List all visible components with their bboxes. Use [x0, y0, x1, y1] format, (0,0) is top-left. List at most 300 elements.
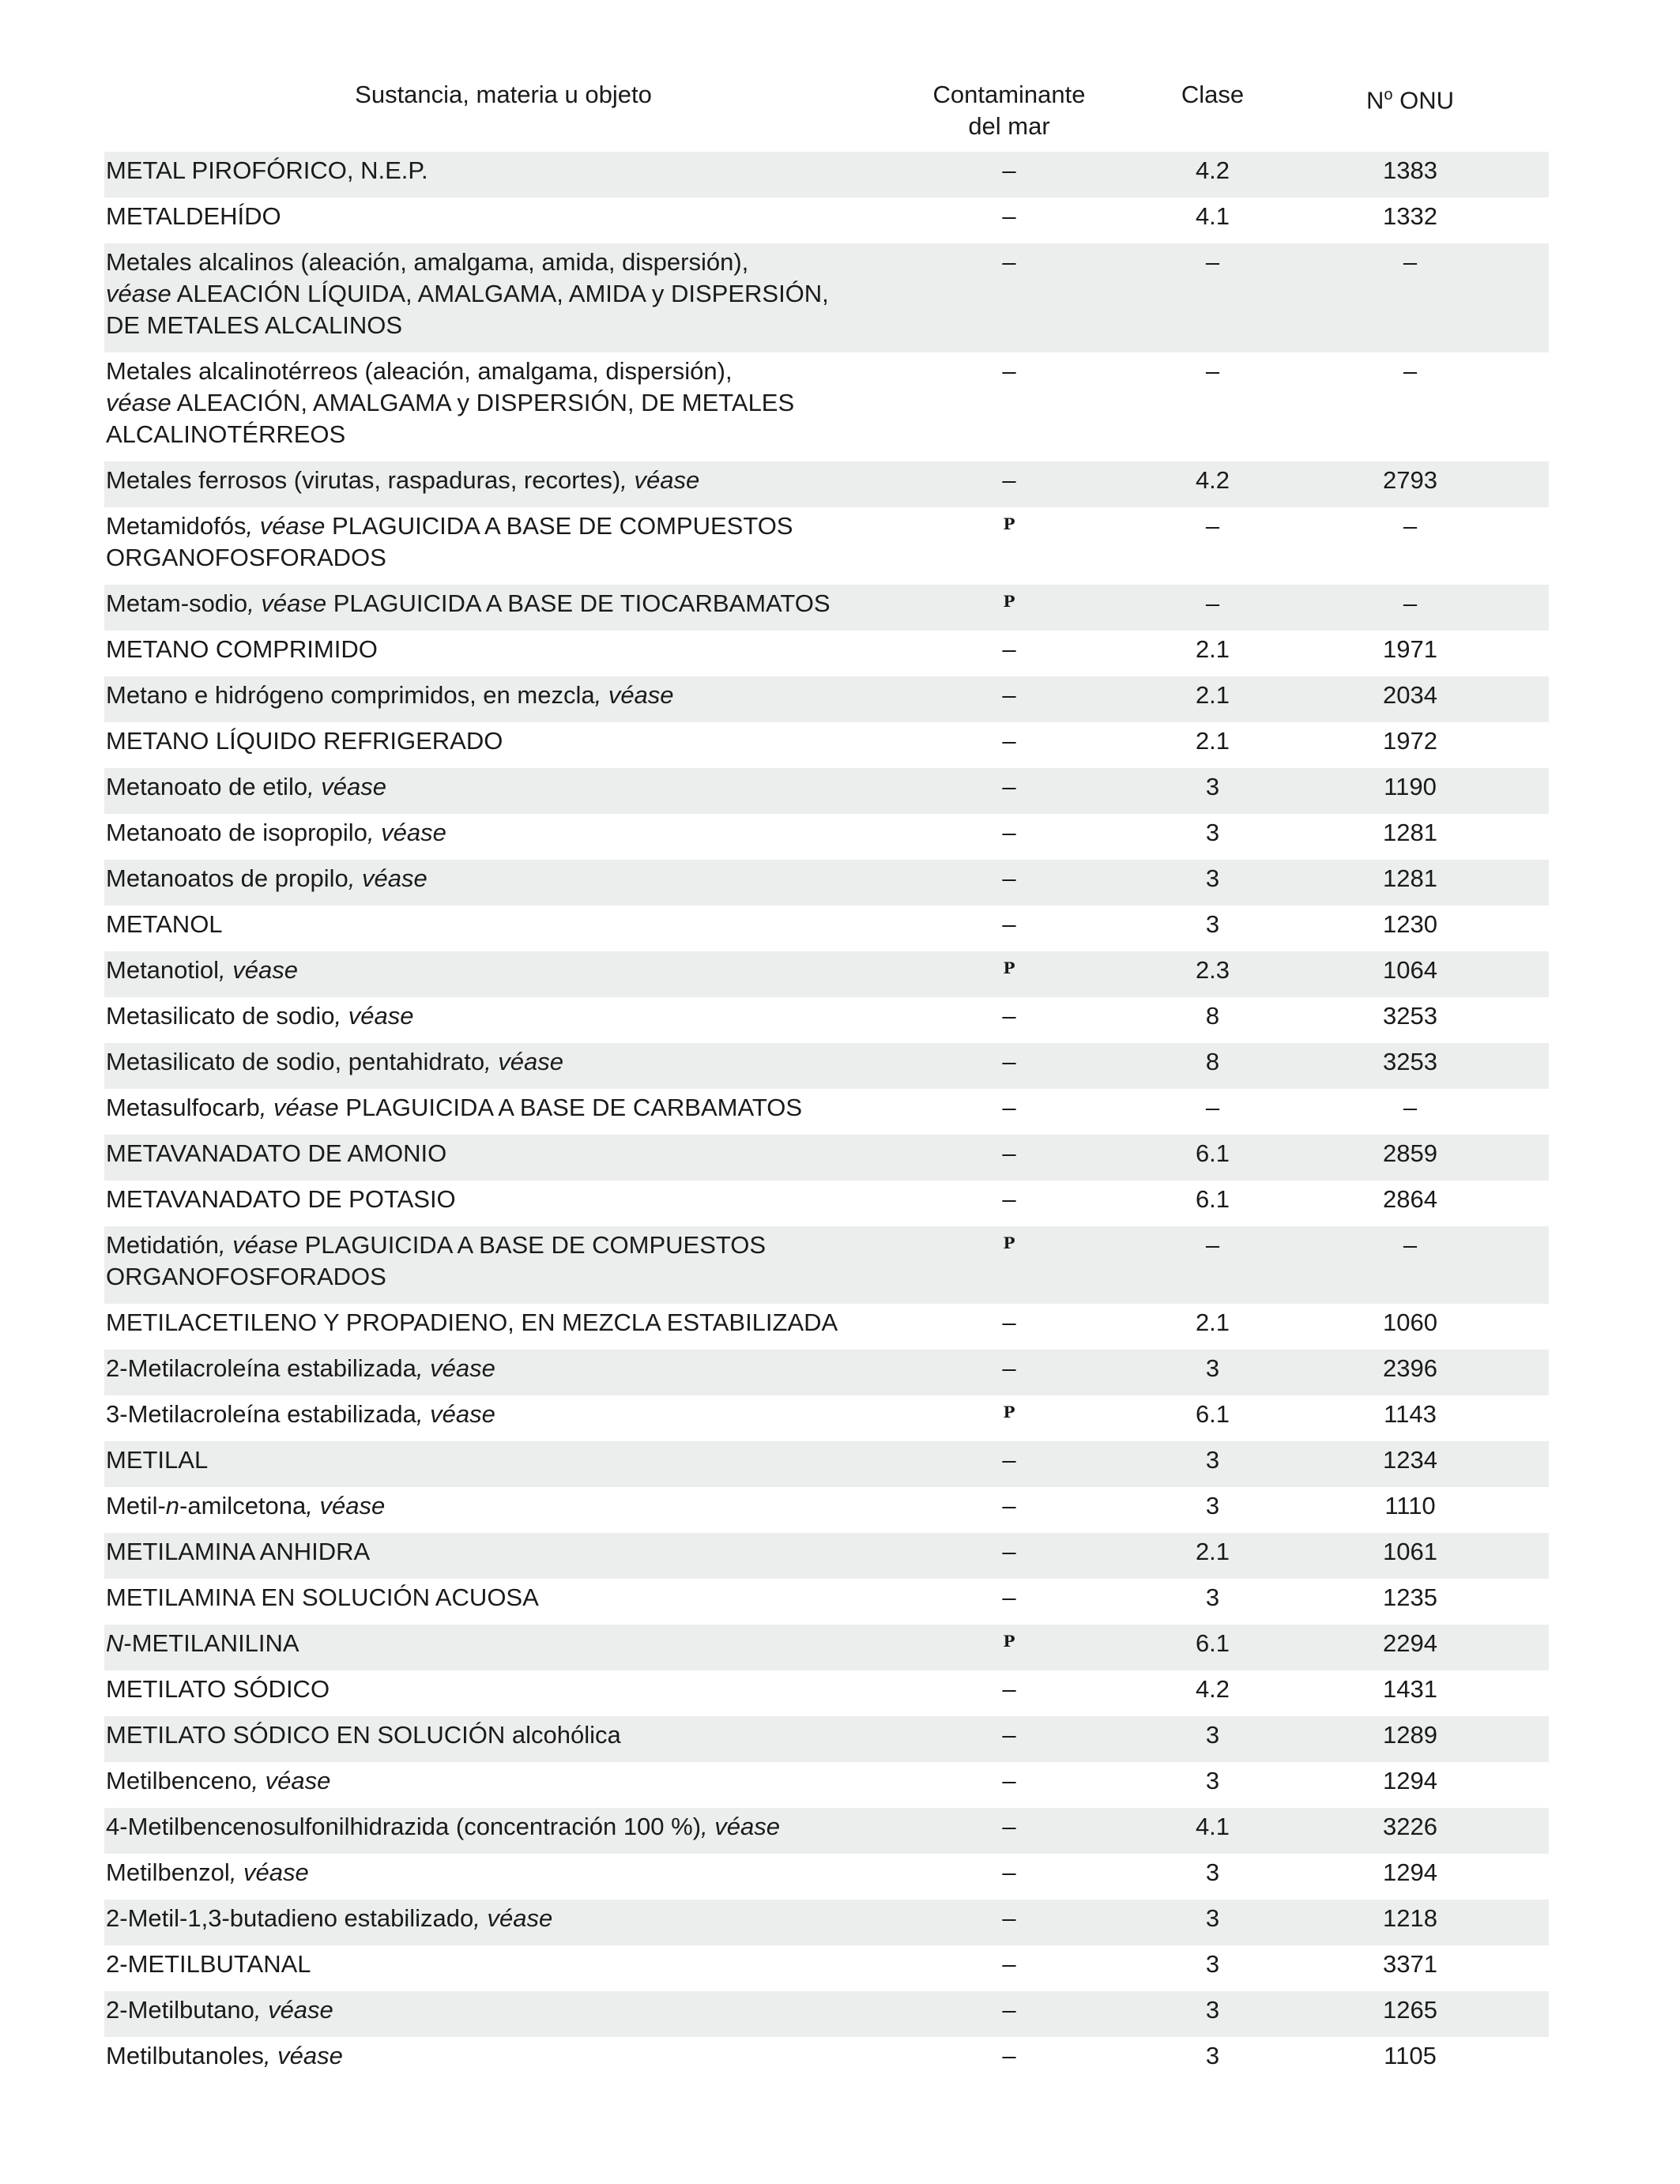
table-row [104, 2037, 1549, 2083]
substance-text: N [106, 1629, 124, 1657]
cell-substance [104, 634, 902, 665]
cell-class: 3 [1205, 910, 1220, 938]
cell-marine-pollutant [902, 1444, 1116, 1476]
cell-class: 2.1 [1195, 1538, 1230, 1565]
marine-pollutant-dash: – [1002, 1538, 1016, 1565]
cell-marine-pollutant [902, 201, 1116, 232]
table-row [104, 243, 1549, 352]
cell-un-number: 1332 [1383, 202, 1437, 230]
cell-class: 3 [1205, 1996, 1220, 2024]
cell-marine-pollutant [902, 155, 1116, 186]
marine-pollutant-mark: P [1003, 1632, 1015, 1651]
cell-substance [104, 1765, 902, 1797]
substance-text: METILAMINA ANHIDRA [106, 1538, 371, 1565]
cell-class: 3 [1205, 1446, 1220, 1474]
cell-substance [104, 1719, 902, 1751]
marine-pollutant-dash: – [1002, 1904, 1016, 1932]
substance-text: Metilbenzol [106, 1858, 230, 1886]
cell-un-number: 1972 [1383, 727, 1437, 755]
cell-substance [104, 1674, 902, 1705]
cell-substance [104, 1138, 902, 1169]
cell-class: 4.1 [1195, 1813, 1230, 1840]
marine-pollutant-dash: – [1002, 466, 1016, 494]
substance-text: véase [106, 389, 171, 416]
cell-marine-pollutant [902, 955, 1116, 988]
cell-marine-pollutant [902, 1046, 1116, 1078]
cell-marine-pollutant [902, 1229, 1116, 1263]
cell-marine-pollutant [902, 1857, 1116, 1888]
cell-substance [104, 1046, 902, 1078]
substance-text: , véase [254, 1996, 333, 2024]
table-row [104, 676, 1549, 722]
substance-text: ORGANOFOSFORADOS [106, 1263, 386, 1290]
cell-substance [104, 1994, 902, 2026]
substance-text: Metilbutanoles [106, 2042, 264, 2069]
cell-marine-pollutant [902, 465, 1116, 496]
marine-pollutant-dash: – [1002, 1354, 1016, 1382]
cell-substance [104, 817, 902, 849]
substance-text: Metales alcalinos (aleación, amalgama, amida, dispersión), [106, 248, 749, 276]
substance-text: METILAMINA EN SOLUCIÓN ACUOSA [106, 1583, 539, 1611]
cell-class: 2.1 [1195, 635, 1230, 663]
cell-marine-pollutant [902, 1674, 1116, 1705]
cell-un-number: 1110 [1384, 1492, 1436, 1519]
cell-class: 6.1 [1195, 1185, 1230, 1213]
cell-class: 4.2 [1195, 1675, 1230, 1703]
substance-text: ALEACIÓN LÍQUIDA, AMALGAMA, AMIDA y DISPERSIÓN, [171, 280, 829, 307]
cell-un-number: 1234 [1383, 1446, 1437, 1474]
substance-text: PLAGUICIDA A BASE DE TIOCARBAMATOS [326, 589, 831, 617]
substance-text: , véase [594, 681, 674, 709]
cell-substance [104, 1399, 902, 1430]
substance-text: Metasilicato de sodio [106, 1002, 335, 1030]
substance-text: DE METALES ALCALINOS [106, 311, 402, 339]
marine-pollutant-dash: – [1002, 1048, 1016, 1075]
substance-text: Metidatión [106, 1231, 220, 1259]
substance-text: 2-Metil-1,3-butadieno estabilizado [106, 1904, 474, 1932]
cell-un-number: – [1403, 512, 1418, 540]
substance-text: , véase [219, 956, 298, 984]
substance-text: METANOL [106, 910, 223, 938]
substance-text: n [165, 1492, 180, 1519]
substance-text: , véase [484, 1048, 564, 1075]
cell-class: 2.3 [1195, 956, 1230, 984]
cell-class: 6.1 [1195, 1629, 1230, 1657]
substance-text: Metasulfocarb [106, 1094, 260, 1121]
cell-un-number: – [1403, 248, 1418, 276]
substance-text: PLAGUICIDA A BASE DE COMPUESTOS [325, 512, 793, 540]
cell-class: – [1205, 1231, 1220, 1259]
cell-class: 3 [1205, 1950, 1220, 1978]
substance-text: METILAL [106, 1446, 209, 1474]
substance-text: Metil- [106, 1492, 166, 1519]
cell-un-number: – [1403, 1094, 1418, 1121]
cell-un-number: 1281 [1383, 864, 1437, 892]
marine-pollutant-mark: P [1003, 592, 1015, 611]
table-row [104, 860, 1549, 906]
cell-un-number: 2034 [1383, 681, 1437, 709]
table-row [104, 997, 1549, 1043]
marine-pollutant-dash: – [1002, 635, 1016, 663]
cell-un-number: 1143 [1384, 1400, 1437, 1428]
substance-text: PLAGUICIDA A BASE DE COMPUESTOS [297, 1231, 767, 1259]
marine-pollutant-dash: – [1002, 1446, 1016, 1474]
substance-text: , véase [348, 864, 428, 892]
table-row [104, 1945, 1549, 1991]
substance-text: , véase [701, 1813, 780, 1840]
cell-class: 2.1 [1195, 727, 1230, 755]
table-row [104, 1350, 1549, 1395]
cell-marine-pollutant [902, 2040, 1116, 2072]
cell-marine-pollutant [902, 1307, 1116, 1339]
marine-pollutant-dash: – [1002, 1492, 1016, 1519]
cell-class: 8 [1205, 1002, 1220, 1030]
cell-un-number: – [1403, 357, 1418, 385]
table-row [104, 768, 1549, 814]
cell-marine-pollutant [902, 1138, 1116, 1169]
table-row [104, 585, 1549, 631]
header-un-sup: o [1384, 86, 1393, 104]
table-row [104, 1089, 1549, 1135]
cell-marine-pollutant [902, 247, 1116, 278]
marine-pollutant-dash: – [1002, 1675, 1016, 1703]
substance-text: ORGANOFOSFORADOS [106, 544, 386, 571]
cell-substance [104, 201, 902, 232]
marine-pollutant-dash: – [1002, 2042, 1016, 2069]
cell-substance [104, 1628, 902, 1659]
cell-class: 3 [1205, 773, 1220, 800]
table-row [104, 722, 1549, 768]
cell-class: 3 [1205, 1904, 1220, 1932]
cell-un-number: 2859 [1383, 1139, 1437, 1167]
marine-pollutant-dash: – [1002, 248, 1016, 276]
cell-class: 4.2 [1195, 156, 1230, 184]
cell-marine-pollutant [902, 1490, 1116, 1522]
cell-class: 3 [1205, 1721, 1220, 1749]
cell-substance [104, 1092, 902, 1124]
substance-text: METAVANADATO DE AMONIO [106, 1139, 447, 1167]
header-marine-line1: Contaminante [932, 81, 1086, 108]
cell-class: 4.2 [1195, 466, 1230, 494]
cell-marine-pollutant [902, 1184, 1116, 1215]
cell-class: – [1205, 512, 1220, 540]
marine-pollutant-dash: – [1002, 1858, 1016, 1886]
marine-pollutant-dash: – [1002, 1767, 1016, 1794]
cell-substance [104, 1811, 902, 1843]
substance-text: METILATO SÓDICO EN SOLUCIÓN alcohólica [106, 1721, 621, 1749]
substance-text: 3-Metilacroleína estabilizada [106, 1400, 416, 1428]
substance-text: , véase [307, 773, 387, 800]
marine-pollutant-dash: – [1002, 727, 1016, 755]
cell-un-number: 1294 [1383, 1858, 1437, 1886]
table-row [104, 352, 1549, 461]
cell-substance [104, 771, 902, 803]
header-un-prefix: N [1365, 86, 1384, 115]
marine-pollutant-dash: – [1002, 1185, 1016, 1213]
marine-pollutant-dash: – [1002, 1002, 1016, 1030]
cell-substance [104, 1444, 902, 1476]
cell-un-number: 2396 [1383, 1354, 1437, 1382]
substance-text: Metanoato de isopropilo [106, 819, 367, 846]
cell-un-number: 1064 [1383, 956, 1437, 984]
cell-un-number: 3371 [1383, 1950, 1437, 1978]
header-substance: Sustancia, materia u objeto [355, 81, 652, 108]
marine-pollutant-dash: – [1002, 1309, 1016, 1336]
table-row [104, 1625, 1549, 1670]
substance-text: 4-Metilbencenosulfonilhidrazida (concentración 100 %) [106, 1813, 702, 1840]
marine-pollutant-dash: – [1002, 819, 1016, 846]
table-row [104, 814, 1549, 860]
cell-marine-pollutant [902, 909, 1116, 940]
cell-substance [104, 510, 902, 574]
cell-marine-pollutant [902, 1582, 1116, 1614]
cell-substance [104, 1229, 902, 1293]
cell-substance [104, 1536, 902, 1568]
cell-un-number: 1289 [1383, 1721, 1437, 1749]
cell-class: 4.1 [1195, 202, 1230, 230]
substance-text: Metanoatos de propilo [106, 864, 348, 892]
substance-text: Metam-sodio [106, 589, 248, 617]
cell-substance [104, 1903, 902, 1934]
cell-marine-pollutant [902, 588, 1116, 622]
cell-class: 3 [1205, 1858, 1220, 1886]
substance-text: , véase [416, 1354, 495, 1382]
substance-text: METAL PIROFÓRICO, N.E.P. [106, 156, 428, 184]
substance-text: Metanotiol [106, 956, 220, 984]
substance-text: 2-METILBUTANAL [106, 1950, 311, 1978]
cell-un-number: – [1403, 1231, 1418, 1259]
cell-substance [104, 1490, 902, 1522]
cell-marine-pollutant [902, 1994, 1116, 2026]
header-marine-pollutant [902, 79, 1116, 142]
cell-marine-pollutant [902, 510, 1116, 544]
cell-class: 3 [1205, 2042, 1220, 2069]
cell-marine-pollutant [902, 1353, 1116, 1384]
cell-un-number: 1383 [1383, 156, 1437, 184]
substance-text: , véase [473, 1904, 553, 1932]
substance-text: , véase [416, 1400, 495, 1428]
marine-pollutant-dash: – [1002, 864, 1016, 892]
marine-pollutant-dash: – [1002, 156, 1016, 184]
cell-class: 3 [1205, 1583, 1220, 1611]
cell-un-number: 1971 [1383, 635, 1437, 663]
cell-class: 2.1 [1195, 1309, 1230, 1336]
substance-text: Metales ferrosos (virutas, raspaduras, recortes) [106, 466, 621, 494]
cell-class: 6.1 [1195, 1139, 1230, 1167]
marine-pollutant-dash: – [1002, 1094, 1016, 1121]
table-row [104, 1043, 1549, 1089]
substance-text: Metamidofós [106, 512, 247, 540]
table-header [104, 79, 1549, 152]
cell-substance [104, 909, 902, 940]
header-un-number [1309, 79, 1511, 116]
cell-un-number: – [1403, 589, 1418, 617]
substance-text: , véase [229, 1858, 309, 1886]
table-row [104, 1670, 1549, 1716]
table-row [104, 1991, 1549, 2037]
cell-marine-pollutant [902, 356, 1116, 387]
substance-text: METILACETILENO Y PROPADIENO, EN MEZCLA ESTABILIZADA [106, 1309, 838, 1336]
marine-pollutant-mark: P [1003, 958, 1015, 977]
substance-text: Metano e hidrógeno comprimidos, en mezcla [106, 681, 595, 709]
cell-un-number: 3253 [1383, 1048, 1437, 1075]
cell-class: 8 [1205, 1048, 1220, 1075]
marine-pollutant-dash: – [1002, 1583, 1016, 1611]
substance-text: Metanoato de etilo [106, 773, 308, 800]
cell-un-number: 1105 [1384, 2042, 1437, 2069]
cell-class: 6.1 [1195, 1400, 1230, 1428]
header-un-suffix: ONU [1392, 86, 1454, 115]
cell-substance [104, 955, 902, 986]
substance-text: METANO COMPRIMIDO [106, 635, 378, 663]
marine-pollutant-dash: – [1002, 1721, 1016, 1749]
cell-substance [104, 356, 902, 450]
substance-text: , véase [219, 1231, 298, 1259]
marine-pollutant-dash: – [1002, 1950, 1016, 1978]
cell-substance [104, 155, 902, 186]
cell-marine-pollutant [902, 634, 1116, 665]
cell-un-number: 1265 [1383, 1996, 1437, 2024]
substance-text: -METILANILINA [123, 1629, 299, 1657]
substance-text: 2-Metilacroleína estabilizada [106, 1354, 416, 1382]
table-row [104, 1533, 1549, 1579]
cell-marine-pollutant [902, 1000, 1116, 1032]
cell-marine-pollutant [902, 725, 1116, 757]
cell-un-number: 1190 [1384, 773, 1437, 800]
substance-text: , véase [367, 819, 446, 846]
table-row [104, 631, 1549, 676]
table-row [104, 1762, 1549, 1808]
cell-marine-pollutant [902, 1719, 1116, 1751]
substance-text: METAVANADATO DE POTASIO [106, 1185, 456, 1213]
cell-substance [104, 1949, 902, 1980]
substance-text: , véase [251, 1767, 331, 1794]
substance-text: ALCALINOTÉRREOS [106, 420, 346, 448]
table-row [104, 1487, 1549, 1533]
substance-text: 2-Metilbutano [106, 1996, 254, 2024]
cell-marine-pollutant [902, 863, 1116, 894]
cell-marine-pollutant [902, 1092, 1116, 1124]
cell-marine-pollutant [902, 1765, 1116, 1797]
cell-marine-pollutant [902, 1903, 1116, 1934]
cell-un-number: 2294 [1383, 1629, 1437, 1657]
cell-marine-pollutant [902, 680, 1116, 711]
table-row [104, 1395, 1549, 1441]
marine-pollutant-dash: – [1002, 1996, 1016, 2024]
cell-un-number: 1230 [1383, 910, 1437, 938]
table-row [104, 1716, 1549, 1762]
cell-substance [104, 1353, 902, 1384]
cell-un-number: 3253 [1383, 1002, 1437, 1030]
header-marine-line2: del mar [968, 112, 1050, 140]
cell-un-number: 1294 [1383, 1767, 1437, 1794]
cell-substance [104, 1184, 902, 1215]
cell-class: 2.1 [1195, 681, 1230, 709]
substance-text: -amilcetona [179, 1492, 307, 1519]
cell-class: 3 [1205, 864, 1220, 892]
substance-text: , véase [247, 589, 327, 617]
cell-substance [104, 2040, 902, 2072]
table-body [104, 152, 1549, 2083]
substance-text: , véase [334, 1002, 414, 1030]
marine-pollutant-mark: P [1003, 1403, 1015, 1421]
marine-pollutant-mark: P [1003, 1233, 1015, 1252]
cell-substance [104, 1307, 902, 1339]
cell-substance [104, 863, 902, 894]
cell-class: 3 [1205, 1492, 1220, 1519]
table-row [104, 461, 1549, 507]
cell-un-number: 3226 [1383, 1813, 1437, 1840]
marine-pollutant-dash: – [1002, 910, 1016, 938]
table-row [104, 507, 1549, 585]
table-row [104, 198, 1549, 243]
header-class: Clase [1181, 81, 1245, 108]
cell-class: 3 [1205, 1354, 1220, 1382]
substance-text: , véase [306, 1492, 386, 1519]
cell-un-number: 1218 [1383, 1904, 1437, 1932]
cell-marine-pollutant [902, 1628, 1116, 1662]
cell-marine-pollutant [902, 1811, 1116, 1843]
substance-text: véase [106, 280, 171, 307]
cell-un-number: 2864 [1383, 1185, 1437, 1213]
cell-un-number: 1431 [1383, 1675, 1437, 1703]
substance-text: Metasilicato de sodio, pentahidrato [106, 1048, 485, 1075]
cell-class: 3 [1205, 1767, 1220, 1794]
substance-table [104, 79, 1549, 2083]
cell-un-number: 2793 [1383, 466, 1437, 494]
table-row [104, 951, 1549, 997]
table-row [104, 1854, 1549, 1900]
table-row [104, 1579, 1549, 1625]
table-row [104, 1180, 1549, 1226]
substance-text: METALDEHÍDO [106, 202, 281, 230]
marine-pollutant-dash: – [1002, 1139, 1016, 1167]
cell-un-number: 1061 [1383, 1538, 1437, 1565]
cell-substance [104, 1000, 902, 1032]
cell-marine-pollutant [902, 1536, 1116, 1568]
cell-marine-pollutant [902, 771, 1116, 803]
cell-marine-pollutant [902, 1399, 1116, 1433]
substance-text: , véase [259, 1094, 339, 1121]
table-row [104, 1226, 1549, 1304]
table-row [104, 1304, 1549, 1350]
cell-substance [104, 1582, 902, 1614]
cell-class: – [1205, 1094, 1220, 1121]
table-row [104, 152, 1549, 198]
cell-un-number: 1281 [1383, 819, 1437, 846]
cell-substance [104, 588, 902, 619]
substance-text: ALEACIÓN, AMALGAMA y DISPERSIÓN, DE METALES [171, 389, 795, 416]
cell-class: – [1205, 248, 1220, 276]
table-row [104, 1135, 1549, 1180]
cell-substance [104, 465, 902, 496]
table-row [104, 906, 1549, 951]
marine-pollutant-dash: – [1002, 202, 1016, 230]
substance-text: PLAGUICIDA A BASE DE CARBAMATOS [338, 1094, 802, 1121]
cell-un-number: 1235 [1383, 1583, 1437, 1611]
cell-class: – [1205, 589, 1220, 617]
cell-class: – [1205, 357, 1220, 385]
cell-substance [104, 725, 902, 757]
table-row [104, 1441, 1549, 1487]
marine-pollutant-dash: – [1002, 681, 1016, 709]
marine-pollutant-dash: – [1002, 1813, 1016, 1840]
cell-class: 3 [1205, 819, 1220, 846]
substance-text: Metales alcalinotérreos (aleación, amalgama, dispersión), [106, 357, 733, 385]
cell-substance [104, 680, 902, 711]
substance-text: , véase [620, 466, 700, 494]
marine-pollutant-dash: – [1002, 773, 1016, 800]
